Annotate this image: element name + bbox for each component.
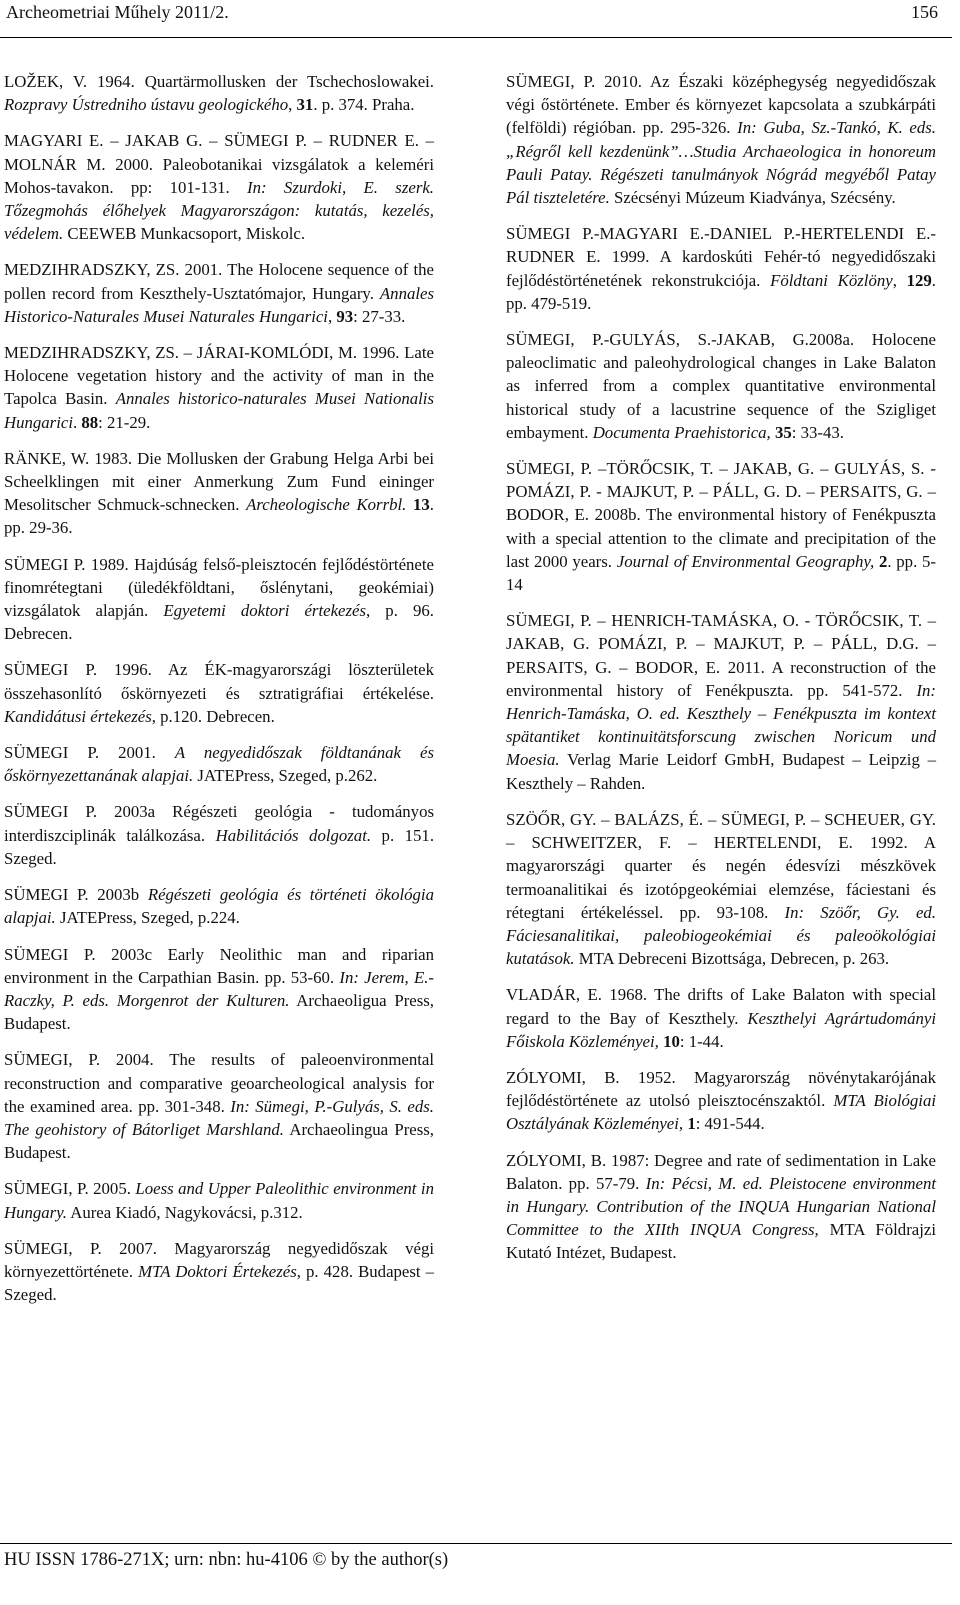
reference-text: MEDZIHRADSZKY, ZS. – JÁRAI-KOMLÓDI, M. 1996. Late Holocene vegetation history and the activity of man in the Tapolca Basin. xyxy=(4,343,434,409)
reference-text: : 491-544. xyxy=(695,1114,765,1134)
reference-entry xyxy=(506,70,936,209)
reference-italic-text: Kandidátusi értekezés xyxy=(4,706,152,726)
reference-text: p. 151. Szeged. xyxy=(4,825,435,868)
reference-volume: 93 xyxy=(336,306,354,326)
reference-entry xyxy=(4,341,434,434)
reference-text: SÜMEGI, P. –TÖRŐCSIK, T. – JAKAB, G. – GULYÁS, S. - POMÁZI, P. - MAJKUT, P. – PÁLL, G. D. – PERSAITS, G. – BODOR, E. 2008b. The environmental history of Fenékpuszta with a special attention to the climate and precipitation of the last 2000 years. xyxy=(506,459,936,571)
reference-italic-text: Documenta Praehistorica, xyxy=(592,422,771,442)
reference-italic-text: MTA Doktori Értekezés xyxy=(138,1261,297,1281)
reference-italic-text: Egyetemi doktori értekezés xyxy=(163,601,366,621)
reference-text: . pp. 5-14 xyxy=(506,551,936,595)
reference-entry xyxy=(4,943,434,1036)
header-rule xyxy=(0,37,952,38)
reference-entry xyxy=(4,553,434,646)
reference-text: MTA Földrajzi Kutató Intézet, Budapest. xyxy=(506,1220,936,1263)
reference-text: Verlag Marie Leidorf GmbH, Budapest – Leipzig – Keszthely – Rahden. xyxy=(506,750,936,793)
reference-entry xyxy=(4,1237,434,1307)
reference-text: SÜMEGI, P. – HENRICH-TAMÁSKA, O. - TÖRŐCSIK, T. – JAKAB, G. POMÁZI, P. – MAJKUT, P. – PÁLL, D.G. – PERSAITS, G. – BODOR, E. 2011. A reconstruction of the environmental history of Fenékpuszta. pp. 541-572. xyxy=(506,611,936,700)
reference-entry xyxy=(4,800,434,870)
footer-rule xyxy=(0,1543,952,1544)
reference-text: MTA Debreceni Bizottsága, Debrecen, p. 263. xyxy=(574,949,890,969)
reference-entry xyxy=(506,328,936,444)
reference-text: . pp. 479-519. xyxy=(506,270,936,313)
reference-entry xyxy=(4,129,434,245)
reference-italic-text: Annales historico-naturales Musei Nationalis Hungarici xyxy=(4,389,434,432)
reference-italic-text: Journal of Environmental Geography, xyxy=(616,551,875,571)
reference-text: , p.120. Debrecen. xyxy=(151,706,275,726)
reference-entry xyxy=(4,1177,434,1223)
reference-text: JATEPress, Szeged, p.262. xyxy=(193,766,378,786)
reference-text: SÜMEGI, P. 2010. Az Északi középhegység negyedidőszak végi őstörténete. Ember és környezet kapcsolata a szubkárpáti (felföldi) régióban. pp. 295-326. xyxy=(506,72,936,138)
reference-text: , p. 96. Debrecen. xyxy=(4,601,434,644)
references-right-column xyxy=(506,70,936,1278)
reference-entry xyxy=(4,70,434,116)
reference-italic-text: In: Guba, Sz.-Tankó, K. eds. „Régről kell kezdenünk”…Studia Archaeologica in honoreum Pauli Patay. Régészeti tanulmányok Nógrád megyéből Patay Pál tiszteletére. xyxy=(506,118,936,208)
reference-text: RÄNKE, W. 1983. Die Mollusken der Grabung Helga Arbi bei Scheelklingen mit einer Anmerkung Zum Fund eininger Mesolitscher Schmuck-schnecken. xyxy=(4,448,434,515)
reference-entry xyxy=(4,658,434,728)
reference-italic-text: In: Jerem, E.-Raczky, P. eds. Morgenrot der Kulturen. xyxy=(4,967,434,1010)
reference-italic-text: In: Szurdoki, E. szerk. Tőzegmohás élőhelyek Magyarországon: kutatás, kezelés, védelem. xyxy=(4,177,434,244)
reference-entry xyxy=(4,741,434,787)
reference-italic-text: Habilitációs dolgozat. xyxy=(215,825,372,845)
reference-entry xyxy=(506,1149,936,1265)
reference-text: SÜMEGI P. 2001. xyxy=(4,743,175,763)
reference-text: SÜMEGI, P. 2005. xyxy=(4,1179,136,1199)
reference-entry xyxy=(506,1066,936,1136)
reference-entry xyxy=(4,1048,434,1164)
reference-text: . p. 374. Praha. xyxy=(313,95,415,115)
reference-italic-text: A negyedidőszak földtanának és őskörnyezettanának alapjai. xyxy=(4,743,435,786)
reference-text: SÜMEGI, P. 2004. The results of paleoenvironmental reconstruction and comparative geoarcheological analysis for the examined area. pp. 301-348. xyxy=(4,1050,434,1116)
reference-volume: 13 xyxy=(413,495,430,515)
reference-text: SÜMEGI, P. 2007. Magyarország negyedidőszak végi környezettörténete. xyxy=(4,1238,434,1281)
reference-text: SÜMEGI P. 1989. Hajdúság felső-pleisztocén fejlődéstörténete finomrétegtani (üledékföldtani, őslénytani, geokémiai) vizsgálatok alapján. xyxy=(4,554,434,621)
reference-text: Aurea Kiadó, Nagykovácsi, p.312. xyxy=(66,1202,303,1222)
reference-text: , p. 428. Budapest – Szeged. xyxy=(4,1261,434,1305)
reference-text: . pp. 29-36. xyxy=(4,495,434,538)
reference-volume: 31 xyxy=(296,95,314,115)
page-number: 156 xyxy=(911,2,938,22)
reference-italic-text: Régészeti geológia és történeti ökológia alapjai. xyxy=(4,885,434,928)
reference-text: Archaeoligua Press, Budapest. xyxy=(4,990,434,1034)
reference-volume: 88 xyxy=(81,412,99,432)
issn-footer: HU ISSN 1786-271X; urn: nbn: hu-4106 © by the author(s) xyxy=(4,1550,449,1570)
reference-text: MAGYARI E. – JAKAB G. – SÜMEGI P. – RUDNER E. – MOLNÁR M. 2000. Paleobotanikai vizsgálatok a keleméri Mohos-tavakon. pp: 101-131. xyxy=(4,131,434,197)
reference-text: VLADÁR, E. 1968. The drifts of Lake Balaton with special regard to the Bay of Keszthely. xyxy=(506,985,936,1028)
reference-text: , xyxy=(288,95,297,115)
reference-text: : 21-29. xyxy=(98,412,151,432)
reference-volume: 129 xyxy=(906,270,932,290)
reference-text: LOŽEK, V. 1964. Quartärmollusken der Tschechoslowakei. xyxy=(4,72,434,91)
reference-entry xyxy=(506,983,936,1053)
reference-text: Szécsényi Múzeum Kiadványa, Szécsény. xyxy=(609,188,896,208)
reference-text: ZÓLYOMI, B. 1952. Magyarország növénytakarójának fejlődéstörténete az utolsó pleisztocénszaktól. xyxy=(506,1067,936,1111)
reference-entry xyxy=(4,883,434,929)
reference-italic-text: In: Henrich-Tamáska, O. ed. Keszthely – Fenékpuszta im kontext spätantiket kontinuitätsforscung zwischen Noricum und Moesia. xyxy=(506,680,936,770)
reference-italic-text: In: Szöőr, Gy. ed. Fáciesanalitikai, paleobiogeokémiai és paleoökológiai kutatások. xyxy=(506,902,936,969)
reference-italic-text: Földtani Közlöny xyxy=(770,270,893,290)
reference-text: . xyxy=(73,412,82,432)
reference-entry xyxy=(506,222,936,315)
reference-entry xyxy=(4,447,434,540)
reference-text: SÜMEGI P. 2003b xyxy=(4,885,148,905)
reference-text: : 27-33. xyxy=(353,306,406,326)
reference-italic-text: Keszthelyi Agrártudományi Főiskola Közleményei, xyxy=(506,1008,936,1051)
reference-volume: 1 xyxy=(687,1114,696,1134)
reference-entry xyxy=(506,808,936,970)
reference-italic-text: Annales Historico-Naturales Musei Naturales Hungarici xyxy=(4,283,434,326)
reference-text: MEDZIHRADSZKY, ZS. 2001. The Holocene sequence of the pollen record from Keszthely-Usztatómajor, Hungary. xyxy=(4,260,434,303)
reference-italic-text: Archeologische Korrbl. xyxy=(246,495,407,515)
reference-entry xyxy=(506,609,936,795)
reference-text: SÜMEGI P. 2003c Early Neolithic man and riparian environment in the Carpathian Basin. pp. 53-60. xyxy=(4,944,434,987)
references-left-column xyxy=(4,70,434,1319)
reference-volume: 2 xyxy=(878,551,888,571)
reference-text: , xyxy=(892,270,907,290)
reference-text: : 33-43. xyxy=(791,422,844,442)
reference-volume: 35 xyxy=(774,422,792,442)
reference-text: JATEPress, Szeged, p.224. xyxy=(55,908,240,928)
reference-entry xyxy=(506,457,936,596)
reference-text: SÜMEGI P. 1996. Az ÉK-magyarországi löszterületek összehasonlító őskörnyezeti és sztratigráfiai értékelése. xyxy=(4,660,434,703)
reference-italic-text: Loess and Upper Paleolithic environment in Hungary. xyxy=(4,1179,434,1222)
reference-entry xyxy=(4,258,434,328)
reference-italic-text: In: Sümegi, P.-Gulyás, S. eds. The geohistory of Bátorliget Marshland. xyxy=(4,1096,434,1139)
reference-text: CEEWEB Munkacsoport, Miskolc. xyxy=(63,224,306,244)
reference-text: SÜMEGI P. 2003a Régészeti geológia - tudományos interdiszciplinák találkozása. xyxy=(4,802,434,845)
journal-header: Archeometriai Műhely 2011/2. xyxy=(6,2,229,22)
reference-text: : 1-44. xyxy=(679,1031,724,1051)
reference-italic-text: MTA Biológiai Osztályának Közleményei, xyxy=(506,1091,936,1134)
reference-text: Archaeolingua Press, Budapest. xyxy=(4,1119,434,1163)
reference-volume: 10 xyxy=(663,1031,680,1051)
reference-text: SÜMEGI, P.-GULYÁS, S.-JAKAB, G.2008a. Holocene paleoclimatic and paleohydrological changes in Lake Balaton as inferred from a complex quantitative environmental historical study of a lacustrine sequence of the Szigliget embayment. xyxy=(506,330,936,442)
reference-text: SZÖŐR, GY. – BALÁZS, É. – SÜMEGI, P. – SCHEUER, GY. – SCHWEITZER, F. – HERTELENDI, E. 1992. A magyarországi quarter és negén édesvízi mészkövek termoanalitikai és izotópgeokémiai elemzése, fáciestani és rétegtani értékeléssel. pp. 93-108. xyxy=(506,809,936,922)
reference-text: , xyxy=(327,306,337,326)
reference-italic-text: Rozpravy Ústredniho ústavu geologického xyxy=(4,95,289,115)
reference-text: SÜMEGI P.-MAGYARI E.-DANIEL P.-HERTELENDI E.-RUDNER E. 1999. A kardoskúti Fehér-tó negyedidőszaki fejlődéstörténetének rekonstrukciója. xyxy=(506,224,936,290)
reference-italic-text: In: Pécsi, M. ed. Pleistocene environment in Hungary. Contribution of the INQUA Hungarian National Committee to the XIIth INQUA Congress, xyxy=(506,1173,936,1240)
reference-text: ZÓLYOMI, B. 1987: Degree and rate of sedimentation in Lake Balaton. pp. 57-79. xyxy=(506,1150,936,1193)
